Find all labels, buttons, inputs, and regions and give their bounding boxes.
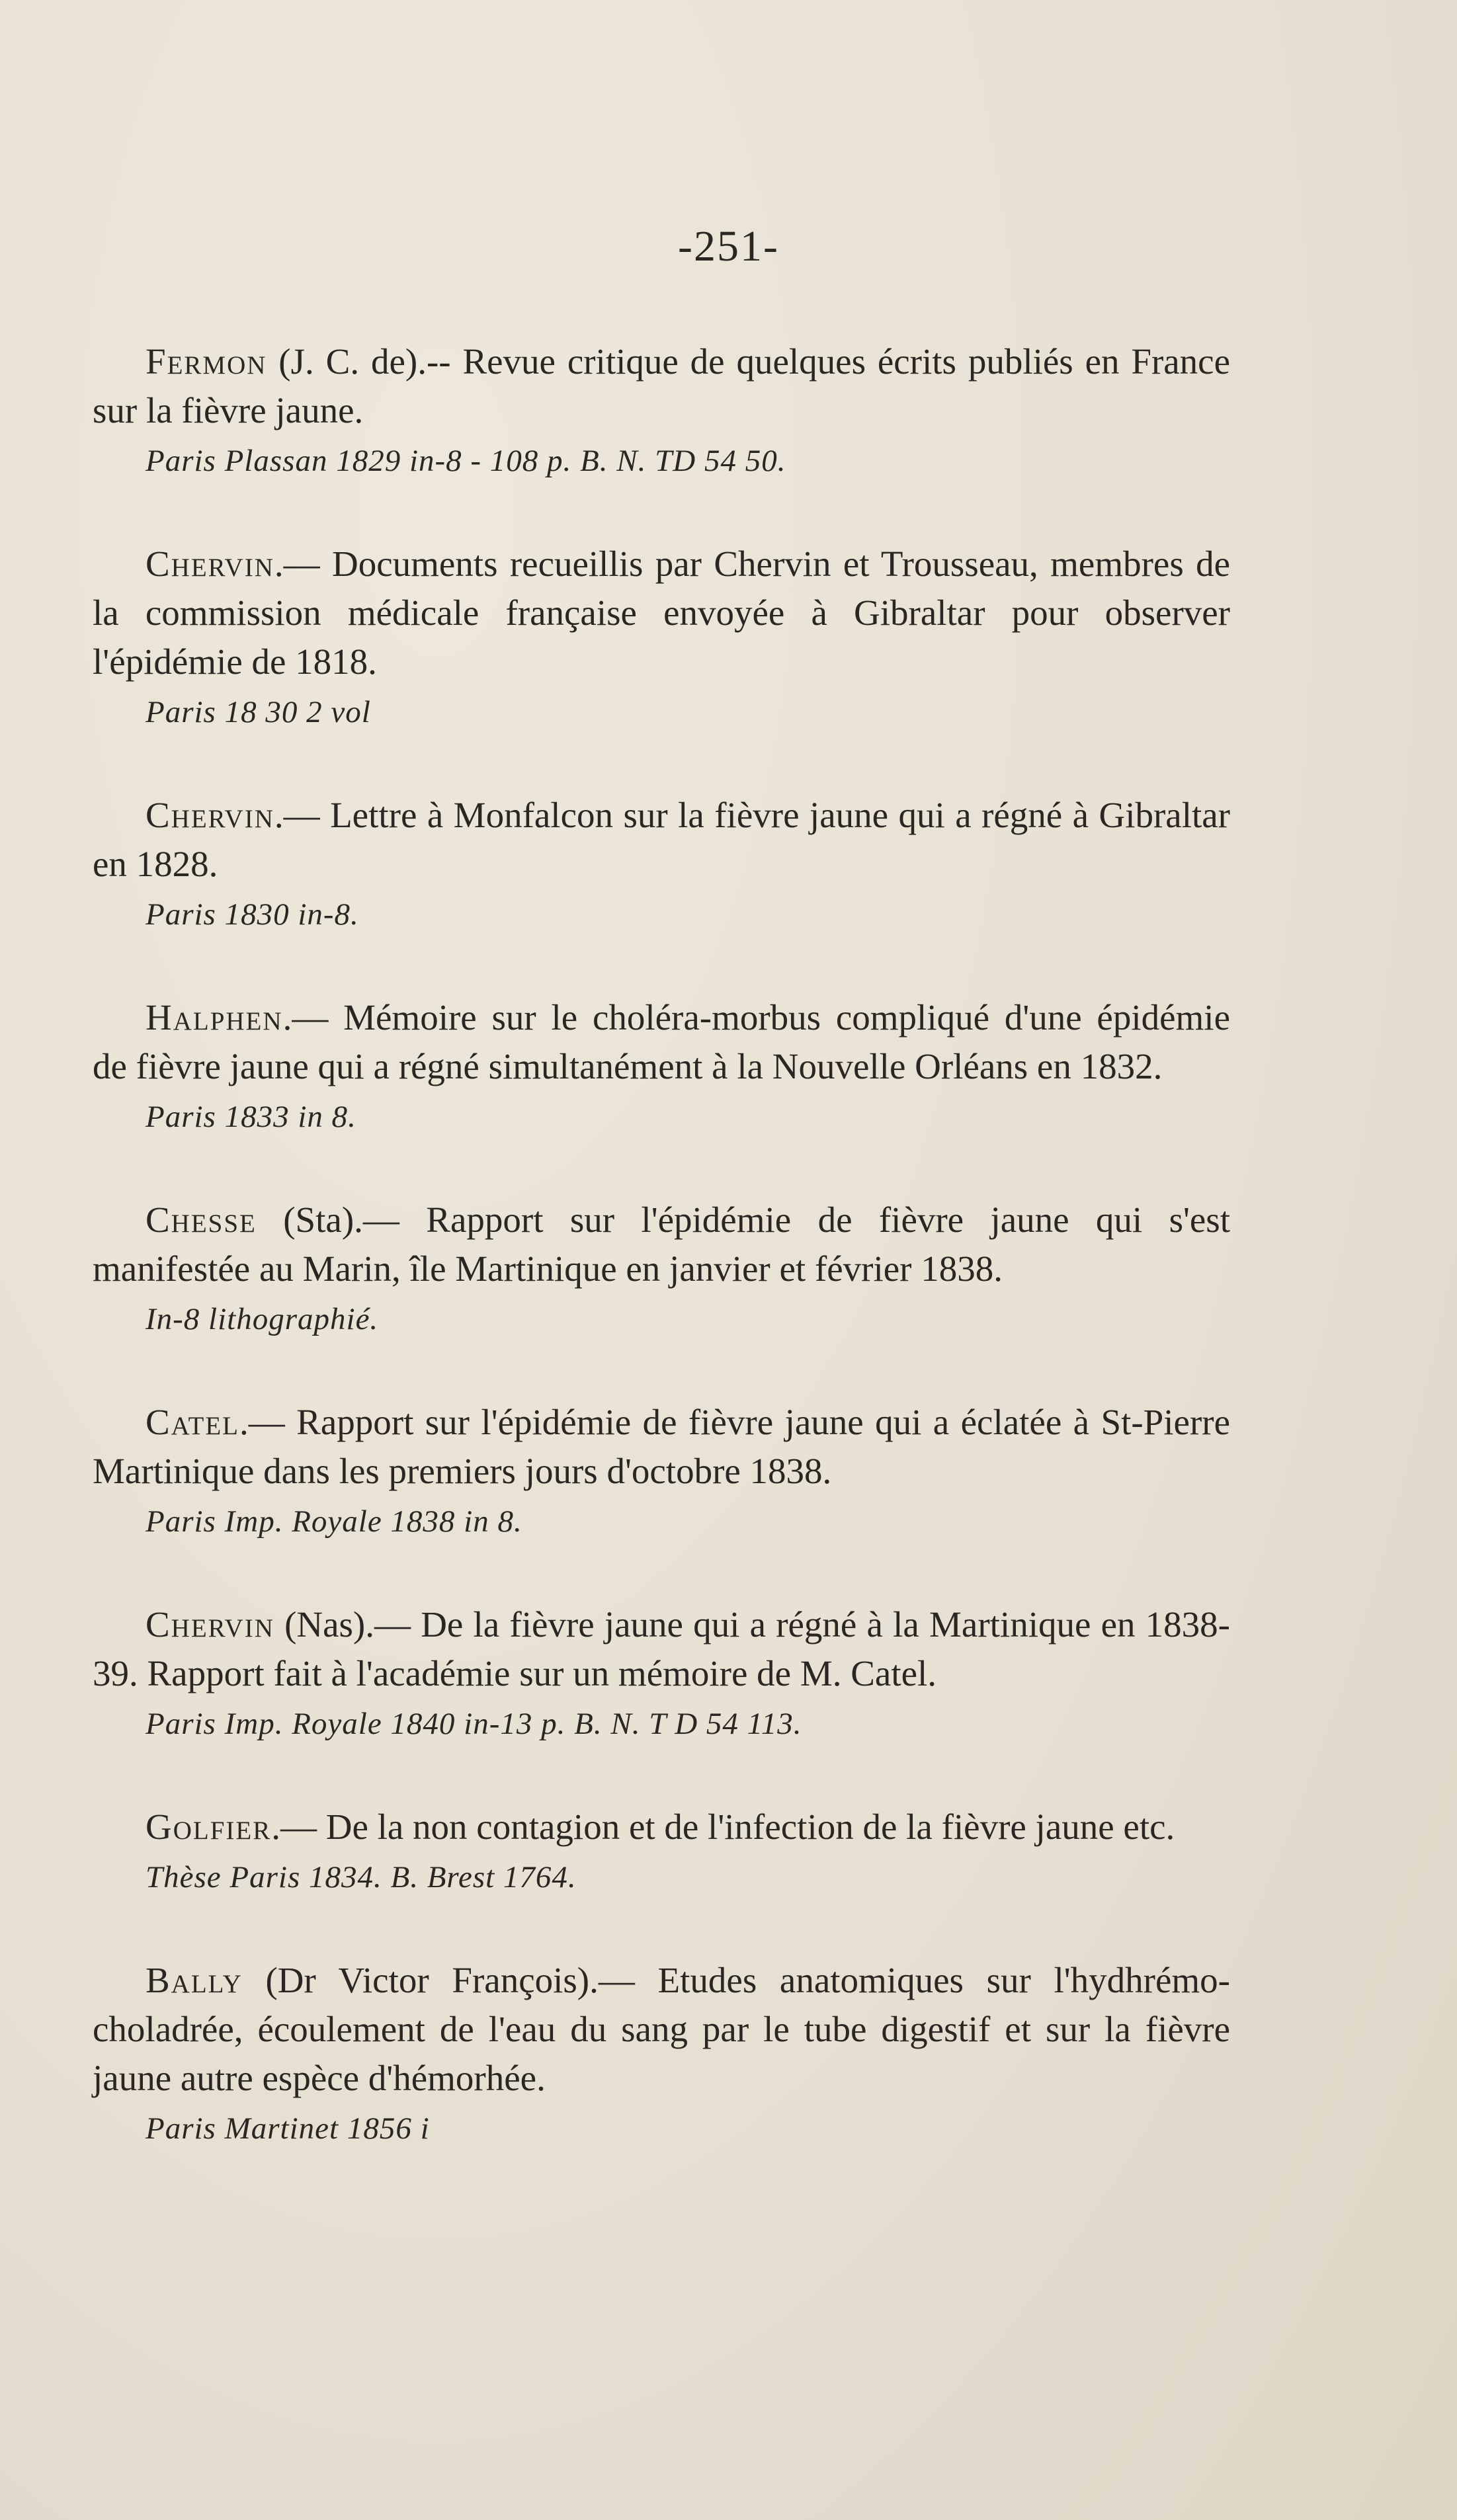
bibliography-entry	[93, 791, 1230, 936]
entry-imprint: Paris Imp. Royale 1838 in 8.	[146, 1504, 522, 1539]
entry-description: .— Mémoire sur le choléra-morbus compliqué d'une épidémie de fièvre jaune qui a régné simultanément à la Nouvelle Orléans en 1832.	[93, 997, 1230, 1086]
entry-text	[93, 993, 1230, 1091]
entry-author: Golfier	[146, 1807, 272, 1847]
entry-description: (Dr Victor François).— Etudes anatomiques sur l'hydhrémo-choladrée, écoulement de l'eau du sang par le tube digestif et sur la fièvre jaune autre espèce d'hémorhée.	[93, 1960, 1230, 2098]
entry-text	[93, 1196, 1230, 1293]
entry-imprint: Paris Martinet 1856 i	[146, 2111, 430, 2146]
entry-author: Catel	[146, 1402, 239, 1442]
entry-text	[93, 337, 1230, 435]
entry-description: .— Lettre à Monfalcon sur la fièvre jaune qui a régné à Gibraltar en 1828.	[93, 795, 1230, 884]
bibliography-entry	[93, 993, 1230, 1139]
entry-imprint: Paris Plassan 1829 in-8 - 108 p. B. N. TD 54 50.	[146, 444, 786, 478]
entry-text	[93, 1398, 1230, 1496]
entry-description: .— De la non contagion et de l'infection de la fièvre jaune etc.	[271, 1807, 1175, 1847]
entry-imprint: Paris 1830 in-8.	[146, 897, 359, 932]
bibliography-entry	[93, 1196, 1230, 1341]
page-number: -251-	[678, 222, 779, 270]
entry-description: .— Rapport sur l'épidémie de fièvre jaune qui a éclatée à St-Pierre Martinique dans les premiers jours d'octobre 1838.	[93, 1402, 1230, 1491]
entry-imprint: Thèse Paris 1834. B. Brest 1764.	[146, 1860, 577, 1894]
entry-text	[93, 1956, 1230, 2103]
entry-author: Halphen	[146, 997, 283, 1037]
entry-author: Bally	[146, 1960, 243, 2000]
bibliography-list	[93, 337, 1230, 2207]
entry-imprint: Paris Imp. Royale 1840 in-13 p. B. N. T D 54 113.	[146, 1707, 802, 1741]
entry-author: Fermon	[146, 341, 267, 382]
entry-description: .— Documents recueillis par Chervin et Trousseau, membres de la commission médicale française envoyée à Gibraltar pour observer l'épidémie de 1818.	[93, 544, 1230, 682]
entry-description: (J. C. de).-- Revue critique de quelques écrits publiés en France sur la fièvre jaune.	[93, 341, 1230, 430]
bibliography-entry	[93, 540, 1230, 734]
entry-text	[93, 1600, 1230, 1698]
bibliography-entry	[93, 1956, 1230, 2150]
entry-description: (Sta).— Rapport sur l'épidémie de fièvre jaune qui s'est manifestée au Marin, île Martinique en janvier et février 1838.	[93, 1199, 1230, 1289]
entry-imprint: Paris 18 30 2 vol	[146, 695, 371, 729]
entry-text	[93, 1803, 1230, 1851]
entry-description: (Nas).— De la fièvre jaune qui a régné à la Martinique en 1838-39. Rapport fait à l'académie sur un mémoire de M. Catel.	[93, 1604, 1230, 1693]
entry-imprint: Paris 1833 in 8.	[146, 1100, 356, 1134]
bibliography-entry	[93, 1600, 1230, 1746]
entry-author: Chervin	[146, 1604, 274, 1645]
bibliography-entry	[93, 1803, 1230, 1899]
entry-text	[93, 540, 1230, 686]
bibliography-entry	[93, 1398, 1230, 1543]
entry-text	[93, 791, 1230, 889]
bibliography-entry	[93, 337, 1230, 483]
entry-author: Chervin	[146, 795, 274, 835]
entry-author: Chervin	[146, 544, 274, 584]
entry-imprint: In-8 lithographié.	[146, 1302, 379, 1336]
entry-author: Chesse	[146, 1199, 257, 1240]
